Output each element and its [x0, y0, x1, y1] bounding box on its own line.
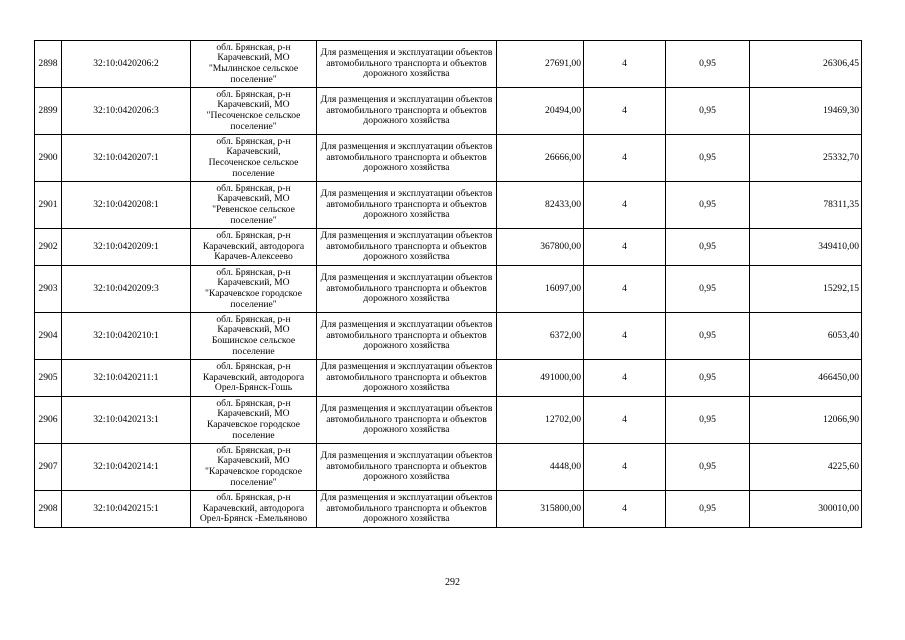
- location-line: Карачевский, МО: [217, 324, 290, 336]
- location-line: Карачевское городское: [206, 419, 301, 430]
- permitted-use-line: автомобильного транспорта и объектов: [326, 104, 487, 116]
- permitted-use-cell: [317, 88, 497, 135]
- location-line: Карачевский, МО: [217, 408, 290, 420]
- table-row: [35, 266, 862, 313]
- permitted-use-line: Для размещения и эксплуатации объектов: [320, 188, 493, 200]
- permitted-use-cell: [317, 397, 497, 444]
- cadastral-number-cell: 32:10:0420211:1: [62, 360, 191, 397]
- coefficient-cell: 0,95: [666, 182, 750, 229]
- cadastral-number-cell: 32:10:0420214:1: [62, 444, 191, 491]
- location-cell: [191, 397, 317, 444]
- location-line: поселение": [230, 120, 277, 132]
- location-line: поселение: [232, 345, 275, 357]
- category-cell: 4: [584, 491, 666, 528]
- permitted-use-cell: [317, 229, 497, 266]
- permitted-use-line: дорожного хозяйства: [363, 209, 450, 221]
- table-row: [35, 444, 862, 491]
- table-row: [35, 88, 862, 135]
- permitted-use-cell: [317, 266, 497, 313]
- permitted-use-line: автомобильного транспорта и объектов: [326, 240, 487, 252]
- value-cell: 4225,60: [750, 444, 862, 491]
- permitted-use-line: Для размещения и эксплуатации объектов: [320, 141, 493, 153]
- coefficient-cell: 0,95: [666, 397, 750, 444]
- permitted-use-line: Для размещения и эксплуатации объектов: [320, 492, 493, 504]
- cadastral-number-cell: 32:10:0420208:1: [62, 182, 191, 229]
- location-line: Карачевский, МО: [217, 455, 290, 467]
- location-line: "Карачевское городское: [205, 466, 302, 477]
- row-number-cell: 2903: [35, 266, 62, 313]
- location-cell: [191, 266, 317, 313]
- permitted-use-line: Для размещения и эксплуатации объектов: [320, 319, 493, 331]
- category-cell: 4: [584, 444, 666, 491]
- value-cell: 6053,40: [750, 313, 862, 360]
- category-cell: 4: [584, 313, 666, 360]
- coefficient-cell: 0,95: [666, 444, 750, 491]
- coefficient-cell: 0,95: [666, 88, 750, 135]
- table-row: [35, 491, 862, 528]
- area-cell: 20494,00: [497, 88, 584, 135]
- location-line: поселение: [232, 167, 275, 179]
- permitted-use-cell: [317, 444, 497, 491]
- location-cell: [191, 135, 317, 182]
- value-cell: 15292,15: [750, 266, 862, 313]
- location-line: Карачевский, МО: [217, 277, 290, 289]
- location-line: поселение: [232, 429, 275, 441]
- category-cell: 4: [584, 397, 666, 444]
- category-cell: 4: [584, 135, 666, 182]
- location-line: Орел-Брянск -Емельяново: [199, 513, 308, 525]
- permitted-use-cell: [317, 360, 497, 397]
- value-cell: 300010,00: [750, 491, 862, 528]
- cadastral-number-cell: 32:10:0420207:1: [62, 135, 191, 182]
- category-cell: 4: [584, 266, 666, 313]
- permitted-use-cell: [317, 313, 497, 360]
- location-line: "Карачевское городское: [205, 288, 302, 299]
- category-cell: 4: [584, 229, 666, 266]
- coefficient-cell: 0,95: [666, 135, 750, 182]
- permitted-use-line: автомобильного транспорта и объектов: [326, 329, 487, 341]
- permitted-use-line: автомобильного транспорта и объектов: [326, 282, 487, 294]
- category-cell: 4: [584, 41, 666, 88]
- value-cell: 466450,00: [750, 360, 862, 397]
- area-cell: 82433,00: [497, 182, 584, 229]
- coefficient-cell: 0,95: [666, 491, 750, 528]
- value-cell: 78311,35: [750, 182, 862, 229]
- area-cell: 367800,00: [497, 229, 584, 266]
- cadastral-table: [34, 40, 862, 528]
- permitted-use-line: дорожного хозяйства: [363, 513, 450, 525]
- permitted-use-line: Для размещения и эксплуатации объектов: [320, 361, 493, 373]
- permitted-use-line: автомобильного транспорта и объектов: [326, 460, 487, 472]
- permitted-use-line: дорожного хозяйства: [363, 251, 450, 263]
- location-line: обл. Брянская, р-н: [216, 313, 291, 325]
- location-line: поселение": [230, 476, 277, 488]
- permitted-use-line: Для размещения и эксплуатации объектов: [320, 94, 493, 106]
- category-cell: 4: [584, 360, 666, 397]
- permitted-use-line: автомобильного транспорта и объектов: [326, 413, 487, 425]
- location-line: обл. Брянская, р-н: [216, 88, 291, 100]
- permitted-use-line: Для размещения и эксплуатации объектов: [320, 230, 493, 242]
- area-cell: 6372,00: [497, 313, 584, 360]
- cadastral-number-cell: 32:10:0420210:1: [62, 313, 191, 360]
- location-line: обл. Брянская, р-н: [216, 266, 291, 278]
- location-line: обл. Брянская, р-н: [216, 182, 291, 194]
- cadastral-number-cell: 32:10:0420209:3: [62, 266, 191, 313]
- location-line: Карачевский,: [226, 146, 281, 158]
- row-number-cell: 2902: [35, 229, 62, 266]
- location-cell: [191, 182, 317, 229]
- table-row: [35, 135, 862, 182]
- permitted-use-line: автомобильного транспорта и объектов: [326, 151, 487, 163]
- location-line: Карачевский, МО: [217, 99, 290, 111]
- table-row: [35, 313, 862, 360]
- location-line: обл. Брянская, р-н: [216, 230, 291, 242]
- coefficient-cell: 0,95: [666, 266, 750, 313]
- area-cell: 26666,00: [497, 135, 584, 182]
- table-row: [35, 229, 862, 266]
- category-cell: 4: [584, 88, 666, 135]
- permitted-use-line: дорожного хозяйства: [363, 293, 450, 305]
- row-number-cell: 2908: [35, 491, 62, 528]
- location-cell: [191, 444, 317, 491]
- permitted-use-line: дорожного хозяйства: [363, 471, 450, 483]
- area-cell: 491000,00: [497, 360, 584, 397]
- location-cell: [191, 313, 317, 360]
- table-row: [35, 182, 862, 229]
- location-line: поселение": [230, 214, 277, 226]
- area-cell: 315800,00: [497, 491, 584, 528]
- location-line: "Песоченское сельское: [206, 110, 301, 121]
- location-line: Орел-Брянск-Гошь: [214, 382, 293, 394]
- area-cell: 4448,00: [497, 444, 584, 491]
- location-line: поселение": [230, 298, 277, 310]
- area-cell: 12702,00: [497, 397, 584, 444]
- category-cell: 4: [584, 182, 666, 229]
- permitted-use-line: дорожного хозяйства: [363, 115, 450, 127]
- cadastral-number-cell: 32:10:0420209:1: [62, 229, 191, 266]
- row-number-cell: 2906: [35, 397, 62, 444]
- cadastral-number-cell: 32:10:0420213:1: [62, 397, 191, 444]
- location-cell: [191, 88, 317, 135]
- permitted-use-line: автомобильного транспорта и объектов: [326, 502, 487, 514]
- value-cell: 19469,30: [750, 88, 862, 135]
- permitted-use-line: Для размещения и эксплуатации объектов: [320, 403, 493, 415]
- page-number: 292: [445, 577, 460, 588]
- permitted-use-cell: [317, 182, 497, 229]
- permitted-use-line: автомобильного транспорта и объектов: [326, 198, 487, 210]
- permitted-use-line: автомобильного транспорта и объектов: [326, 371, 487, 383]
- permitted-use-cell: [317, 41, 497, 88]
- coefficient-cell: 0,95: [666, 229, 750, 266]
- permitted-use-line: Для размещения и эксплуатации объектов: [320, 47, 493, 59]
- location-line: Песоченское сельское: [208, 157, 299, 168]
- cadastral-number-cell: 32:10:0420215:1: [62, 491, 191, 528]
- location-line: Карачевский, автодорога: [202, 502, 305, 514]
- area-cell: 27691,00: [497, 41, 584, 88]
- row-number-cell: 2905: [35, 360, 62, 397]
- value-cell: 12066,90: [750, 397, 862, 444]
- location-line: обл. Брянская, р-н: [216, 397, 291, 409]
- permitted-use-line: дорожного хозяйства: [363, 162, 450, 174]
- value-cell: 349410,00: [750, 229, 862, 266]
- coefficient-cell: 0,95: [666, 313, 750, 360]
- table-row: [35, 360, 862, 397]
- location-cell: [191, 41, 317, 88]
- location-cell: [191, 360, 317, 397]
- coefficient-cell: 0,95: [666, 360, 750, 397]
- permitted-use-line: Для размещения и эксплуатации объектов: [320, 272, 493, 284]
- permitted-use-line: дорожного хозяйства: [363, 424, 450, 436]
- row-number-cell: 2899: [35, 88, 62, 135]
- permitted-use-line: дорожного хозяйства: [363, 382, 450, 394]
- location-line: Карачевский, автодорога: [202, 371, 305, 383]
- permitted-use-line: Для размещения и эксплуатации объектов: [320, 450, 493, 462]
- location-line: обл. Брянская, р-н: [216, 41, 291, 53]
- location-line: "Ревенское сельское: [212, 204, 295, 215]
- cadastral-number-cell: 32:10:0420206:2: [62, 41, 191, 88]
- table-row: [35, 41, 862, 88]
- permitted-use-line: дорожного хозяйства: [363, 68, 450, 80]
- row-number-cell: 2907: [35, 444, 62, 491]
- table-row: [35, 397, 862, 444]
- value-cell: 25332,70: [750, 135, 862, 182]
- coefficient-cell: 0,95: [666, 41, 750, 88]
- location-line: Карачевский, МО: [217, 193, 290, 205]
- location-cell: [191, 229, 317, 266]
- permitted-use-line: автомобильного транспорта и объектов: [326, 57, 487, 69]
- table-body: [35, 41, 862, 528]
- row-number-cell: 2900: [35, 135, 62, 182]
- row-number-cell: 2904: [35, 313, 62, 360]
- value-cell: 26306,45: [750, 41, 862, 88]
- permitted-use-cell: [317, 135, 497, 182]
- area-cell: 16097,00: [497, 266, 584, 313]
- location-line: обл. Брянская, р-н: [216, 444, 291, 456]
- location-line: Карачевский, автодорога: [202, 240, 305, 252]
- location-line: обл. Брянская, р-н: [216, 361, 291, 373]
- location-line: поселение": [230, 73, 277, 85]
- row-number-cell: 2901: [35, 182, 62, 229]
- location-line: Карачев-Алексеево: [214, 251, 293, 263]
- location-line: обл. Брянская, р-н: [216, 492, 291, 504]
- location-line: Бошинское сельское: [211, 335, 296, 346]
- permitted-use-line: дорожного хозяйства: [363, 340, 450, 352]
- row-number-cell: 2898: [35, 41, 62, 88]
- permitted-use-cell: [317, 491, 497, 528]
- location-cell: [191, 491, 317, 528]
- location-line: "Мылинское сельское: [208, 63, 299, 74]
- location-line: Карачевский, МО: [217, 52, 290, 64]
- cadastral-number-cell: 32:10:0420206:3: [62, 88, 191, 135]
- location-line: обл. Брянская, р-н: [216, 135, 291, 147]
